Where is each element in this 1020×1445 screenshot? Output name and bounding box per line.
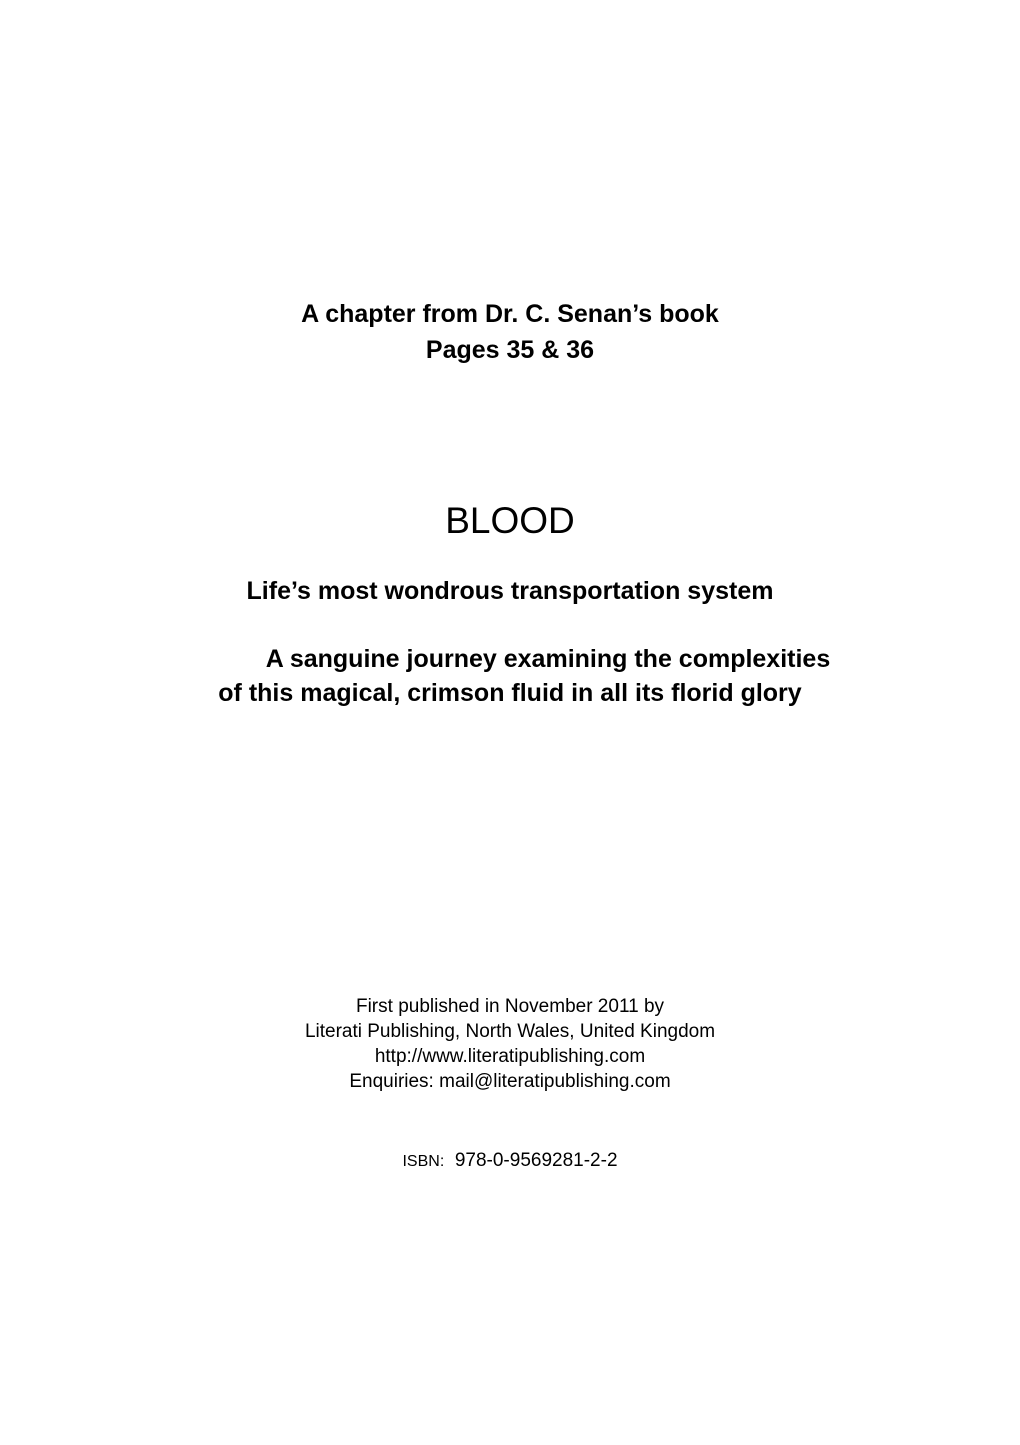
isbn-line — [0, 1150, 1020, 1172]
description-line-1: A sanguine journey examining the complexities — [265, 645, 831, 673]
chapter-heading: A chapter from Dr. C. Senan’s book — [301, 300, 719, 328]
isbn-value: 978-0-9569281-2-2 — [454, 1150, 618, 1171]
book-subtitle: Life’s most wondrous transportation system — [246, 577, 774, 605]
isbn-label: ISBN: — [402, 1153, 445, 1170]
publisher-enquiries[interactable]: Enquiries: mail@literatipublishing.com — [349, 1071, 671, 1092]
publisher-line: Literati Publishing, North Wales, United Kingdom — [304, 1021, 716, 1042]
description-line-2: of this magical, crimson fluid in all its florid glory — [218, 679, 802, 707]
publication-date-line: First published in November 2011 by — [355, 996, 665, 1017]
publisher-website[interactable]: http://www.literatipublishing.com — [374, 1046, 646, 1067]
pages-reference: Pages 35 & 36 — [425, 336, 595, 364]
book-title: BLOOD — [445, 500, 575, 541]
